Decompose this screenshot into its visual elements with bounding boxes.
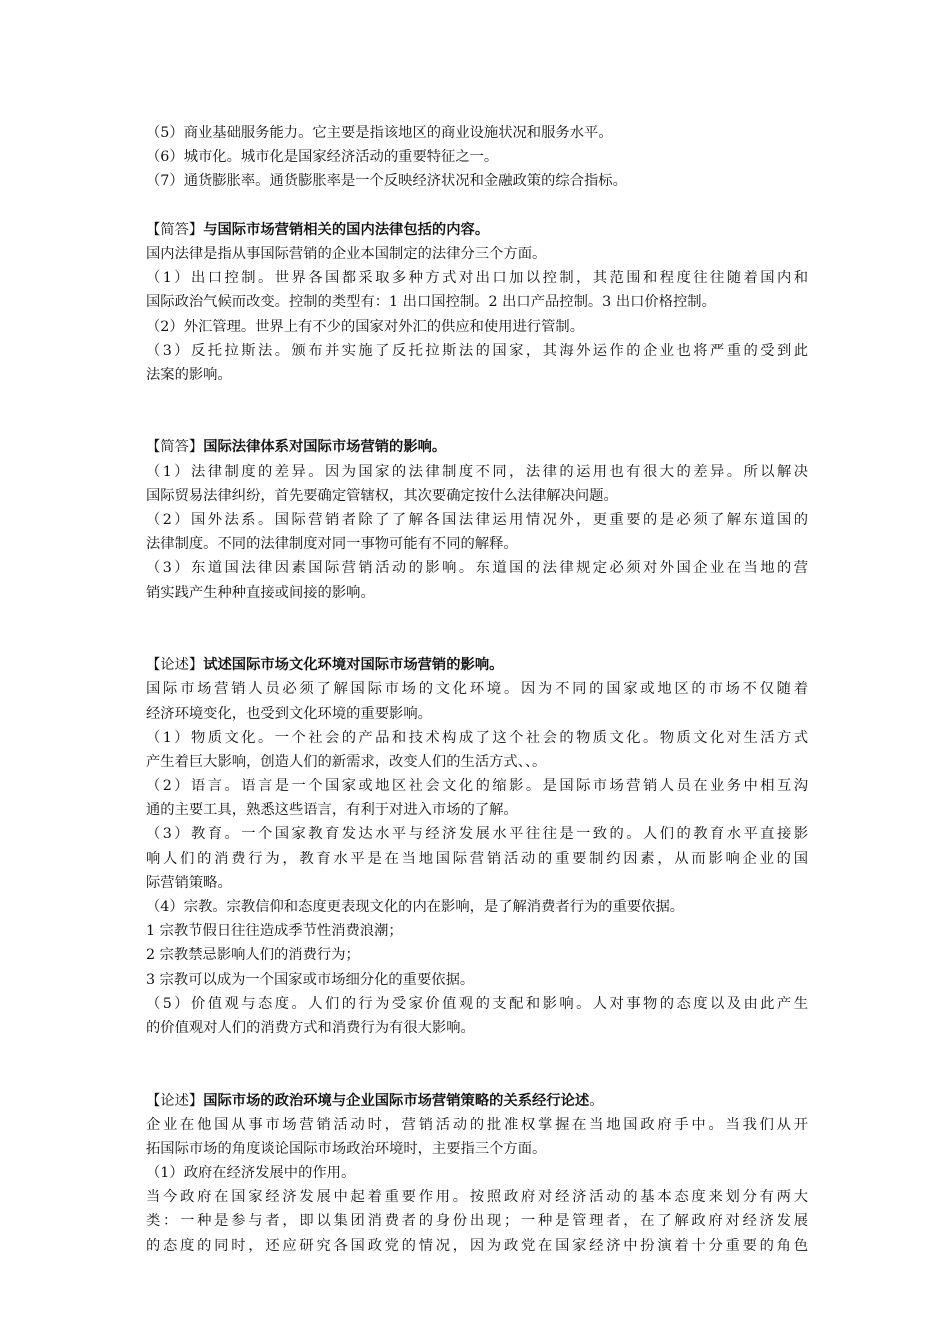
question-title: 国际市场的政治环境与企业国际市场营销策略的关系经行论述: [203, 1092, 590, 1109]
paragraph-line: 销实践产生种种直接或间接的影响。: [146, 584, 375, 601]
blank-line: [146, 1040, 808, 1064]
section-heading: [146, 1089, 808, 1113]
paragraph-line: 企业在他国从事市场营销活动时，营销活动的批准权掌握在当地国政府手中。当我们从开: [146, 1116, 808, 1133]
document-body: [146, 121, 808, 1258]
paragraph-line: 经济环境变化，也受到文化环境的重要影响。: [146, 705, 432, 722]
section-heading: [146, 218, 808, 242]
question-title-tail: 。: [589, 1092, 604, 1109]
paragraph-line: 的态度的同时，还应研究各国政党的情况，因为政党在国家经济中扮演着十分重要的角色: [146, 1237, 808, 1254]
paragraph-line: （5）商业基础服务能力。它主要是指该地区的商业设施状况和服务水平。: [146, 125, 613, 141]
paragraph-line: （2）外汇管理。世界上有不少的国家对外汇的供应和使用进行管制。: [146, 318, 584, 335]
paragraph-line: （2）国外法系。国际营销者除了了解各国法律运用情况外，更重要的是必须了解东道国的: [146, 512, 808, 528]
paragraph-line: 产生着巨大影响，创造人们的新需求，改变人们的生活方式、、。: [146, 753, 547, 770]
paragraph-line: 类：一种是参与者，即以集团消费者的身份出现；一种是管理者，在了解政府对经济发展: [146, 1213, 808, 1230]
question-title: 国际法律体系对国际市场营销的影响。: [203, 439, 447, 456]
blank-line: [146, 387, 808, 411]
paragraph-line: （1）政府在经济发展中的作用。: [146, 1165, 356, 1182]
paragraph-line: 的价值观对人们的消费方式和消费行为有很大影响。: [146, 1019, 475, 1036]
paragraph-line: 际营销策略。: [146, 874, 232, 891]
paragraph-line: 国际政治气候而改变。控制的类型有：1 出口国控制。2 出口产品控制。3 出口价格控制。: [146, 294, 716, 311]
blank-line: [146, 411, 808, 435]
question-title: 试述国际市场文化环境对国际市场营销的影响。: [203, 657, 504, 674]
paragraph-line: 法律制度。不同的法律制度对同一事物可能有不同的解释。: [146, 536, 518, 553]
paragraph-line: （3）教育。一个国家教育发达水平与经济发展水平往往是一致的。人们的教育水平直接影: [146, 826, 808, 843]
paragraph-line: （5）价值观与态度。人们的行为受家价值观的支配和影响。人对事物的态度以及由此产生: [146, 995, 808, 1012]
blank-line: [146, 605, 808, 629]
paragraph-line: 通的主要工具，熟悉这些语言，有利于对进入市场的了解。: [146, 802, 518, 819]
section-heading: [146, 435, 808, 459]
paragraph-line: （1）物质文化。一个社会的产品和技术构成了这个社会的物质文化。物质文化对生活方式: [146, 729, 808, 746]
paragraph-line: （1）法律制度的差异。因为国家的法律制度不同，法律的运用也有很大的差异。所以解决: [146, 463, 808, 480]
paragraph-line: （3）反托拉斯法。颁布并实施了反托拉斯法的国家，其海外运作的企业也将严重的受到此: [146, 342, 808, 359]
paragraph-line: （4）宗教。宗教信仰和态度更表现文化的内在影响，是了解消费者行为的重要依据。: [146, 899, 685, 915]
paragraph-line: 当今政府在国家经济发展中起着重要作用。按照政府对经济活动的基本态度来划分有两大: [146, 1189, 808, 1206]
question-title: 与国际市场营销相关的国内法律包括的内容。: [203, 221, 490, 238]
question-type-tag: 【论述】: [146, 657, 204, 674]
paragraph-line: 3 宗教可以成为一个国家或市场细分化的重要依据。: [146, 971, 475, 988]
paragraph-line: 国际市场营销人员必须了解国际市场的文化环境。因为不同的国家或地区的市场不仅随着: [146, 681, 808, 698]
paragraph-line: 响人们的消费行为，教育水平是在当地国际营销活动的重要制约因素，从而影响企业的国: [146, 850, 808, 867]
blank-line: [146, 1064, 808, 1088]
section-heading: [146, 653, 808, 677]
question-type-tag: 【简答】: [146, 221, 204, 238]
paragraph-line: （2）语言。语言是一个国家或地区社会文化的缩影。是国际市场营销人员在业务中相互沟: [146, 778, 808, 795]
paragraph-line: （6）城市化。城市化是国家经济活动的重要特征之一。: [146, 149, 499, 166]
paragraph-line: 法案的影响。: [146, 366, 232, 383]
question-type-tag: 【论述】: [146, 1092, 204, 1109]
paragraph-line: 国际贸易法律纠纷，首先要确定管辖权，其次要确定按什么法律解决问题。: [146, 487, 618, 504]
paragraph-line: 2 宗教禁忌影响人们的消费行为；: [146, 947, 360, 964]
paragraph-line: （3）东道国法律因素国际营销活动的影响。东道国的法律规定必须对外国企业在当地的营: [146, 560, 808, 577]
paragraph-line: 拓国际市场的角度谈论国际市场政治环境时，主要指三个方面。: [146, 1140, 547, 1157]
blank-line: [146, 194, 808, 218]
question-type-tag: 【简答】: [146, 439, 204, 456]
blank-line: [146, 629, 808, 653]
paragraph-line: 国内法律是指从事国际营销的企业本国制定的法律分三个方面。: [146, 245, 547, 262]
paragraph-line: 1 宗教节假日往往造成季节性消费浪潮；: [146, 923, 403, 940]
paragraph-line: （1）出口控制。世界各国都采取多种方式对出口加以控制，其范围和程度往往随着国内和: [146, 270, 808, 287]
paragraph-line: （7）通货膨胀率。通货膨胀率是一个反映经济状况和金融政策的综合指标。: [146, 173, 627, 190]
